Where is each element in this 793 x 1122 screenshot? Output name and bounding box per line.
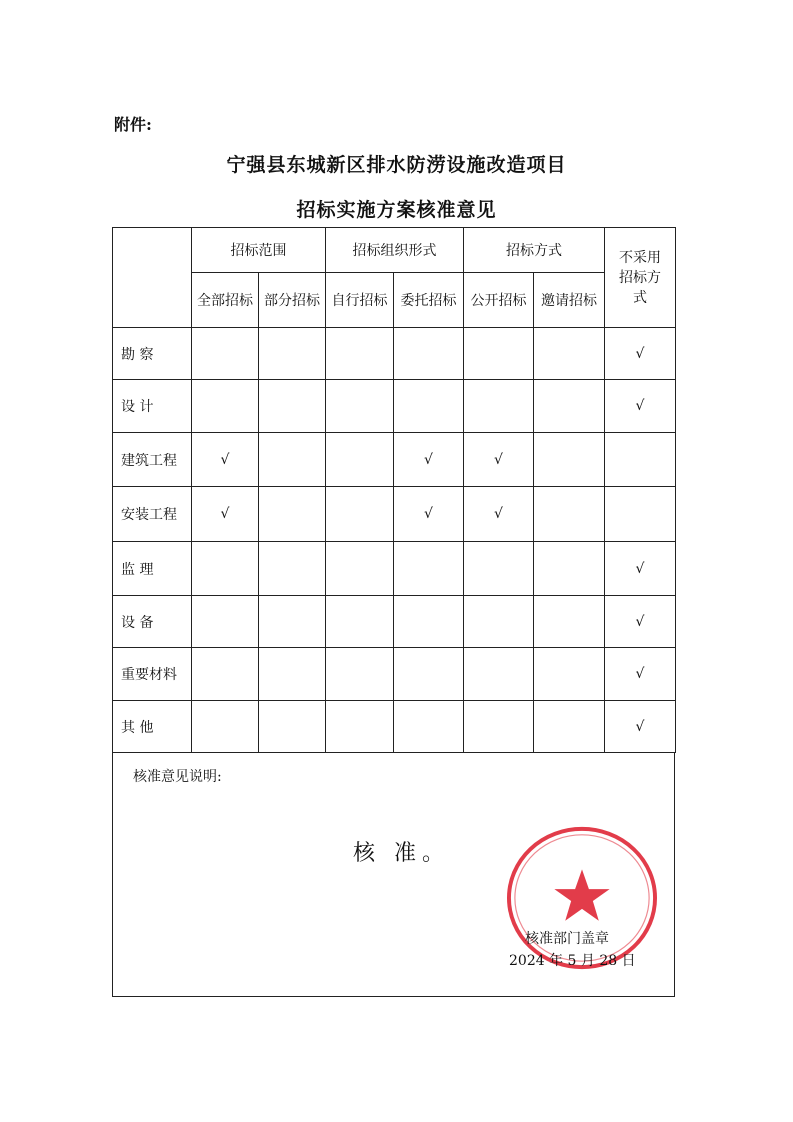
document-title: 宁强县东城新区排水防涝设施改造项目 [226, 154, 567, 176]
row-cell [534, 648, 605, 701]
row-label: 设 计 [113, 380, 192, 433]
row-cell [464, 433, 534, 487]
header-no-bidding: 不采用招标方式 [619, 249, 661, 306]
row-cell [192, 487, 259, 542]
row-cell [192, 328, 259, 380]
row-cell [394, 701, 464, 753]
row-cell [259, 596, 326, 648]
row-cell [192, 701, 259, 753]
row-cell [259, 433, 326, 487]
check-mark: √ [635, 398, 645, 414]
subheader-open-bidding: 公开招标 [464, 273, 534, 328]
header-bidding-scope: 招标范围 [192, 228, 326, 273]
row-cell [394, 433, 464, 487]
row-cell [259, 380, 326, 433]
row-cell [259, 487, 326, 542]
opinion-section [112, 752, 675, 997]
row-cell [534, 380, 605, 433]
row-cell [326, 648, 394, 701]
row-cell [605, 648, 676, 701]
opinion-text: 核 准。 [353, 841, 450, 866]
row-cell [259, 648, 326, 701]
check-mark: √ [494, 506, 503, 522]
row-cell [605, 701, 676, 753]
table-row [113, 542, 676, 596]
row-label: 重要材料 [113, 648, 192, 701]
row-cell [534, 596, 605, 648]
table-row [113, 596, 676, 648]
table-body [113, 328, 676, 753]
check-mark: √ [635, 666, 645, 682]
row-cell [394, 380, 464, 433]
row-cell [605, 487, 676, 542]
subheader-entrusted-bidding: 委托招标 [394, 273, 464, 328]
table-header-row [113, 228, 676, 273]
approval-date: 2024 年 5 月 28 日 [509, 953, 636, 969]
subheader-partial-bidding: 部分招标 [259, 273, 326, 328]
row-cell [259, 542, 326, 596]
check-mark: √ [635, 718, 645, 735]
row-cell [534, 542, 605, 596]
table-row [113, 380, 676, 433]
row-cell [464, 380, 534, 433]
check-mark: √ [424, 451, 433, 468]
header-no-bidding-cell [605, 228, 676, 328]
header-corner-cell [113, 228, 192, 328]
row-cell [326, 328, 394, 380]
row-cell [326, 380, 394, 433]
row-cell [605, 328, 676, 380]
check-mark: √ [220, 451, 230, 468]
row-cell [464, 487, 534, 542]
row-cell [192, 433, 259, 487]
check-mark: √ [635, 345, 645, 362]
row-cell [326, 433, 394, 487]
table-row [113, 328, 676, 380]
row-cell [192, 648, 259, 701]
header-bidding-organization: 招标组织形式 [326, 228, 464, 273]
row-cell [326, 701, 394, 753]
row-cell [464, 701, 534, 753]
row-cell [605, 380, 676, 433]
row-cell [394, 328, 464, 380]
row-cell [394, 648, 464, 701]
row-cell [394, 487, 464, 542]
row-cell [464, 542, 534, 596]
row-cell [192, 542, 259, 596]
row-cell [605, 596, 676, 648]
row-cell [605, 542, 676, 596]
check-mark: √ [635, 613, 645, 630]
row-cell [534, 433, 605, 487]
row-label: 安装工程 [113, 487, 192, 542]
row-cell [394, 596, 464, 648]
row-cell [534, 487, 605, 542]
row-label: 勘 察 [113, 328, 192, 380]
row-label: 设 备 [113, 596, 192, 648]
row-label: 建筑工程 [113, 433, 192, 487]
row-cell [259, 701, 326, 753]
subheader-full-bidding: 全部招标 [192, 273, 259, 328]
row-cell [192, 380, 259, 433]
document-subtitle: 招标实施方案核准意见 [296, 199, 497, 221]
row-cell [464, 648, 534, 701]
row-cell [534, 328, 605, 380]
row-cell [605, 433, 676, 487]
stamp-star [554, 869, 609, 920]
header-bidding-method: 招标方式 [464, 228, 605, 273]
approval-department: 核准部门盖章 [525, 931, 609, 947]
row-cell [464, 328, 534, 380]
table-subheader-row [113, 273, 676, 328]
row-cell [326, 596, 394, 648]
row-cell [326, 487, 394, 542]
row-cell [464, 596, 534, 648]
row-cell [259, 328, 326, 380]
row-cell [326, 542, 394, 596]
subheader-self-bidding: 自行招标 [326, 273, 394, 328]
table-row [113, 487, 676, 542]
subheader-invited-bidding: 邀请招标 [534, 273, 605, 328]
table-row [113, 648, 676, 701]
attachment-label: 附件: [114, 115, 152, 134]
row-cell [534, 701, 605, 753]
check-mark: √ [635, 560, 645, 577]
table-row [113, 701, 676, 753]
check-mark: √ [494, 451, 503, 468]
check-mark: √ [424, 506, 433, 522]
row-cell [394, 542, 464, 596]
row-cell [192, 596, 259, 648]
row-label: 监 理 [113, 542, 192, 596]
approval-table [112, 227, 676, 753]
check-mark: √ [220, 506, 230, 522]
table-row [113, 433, 676, 487]
opinion-label: 核准意见说明: [133, 769, 222, 785]
row-label: 其 他 [113, 701, 192, 753]
